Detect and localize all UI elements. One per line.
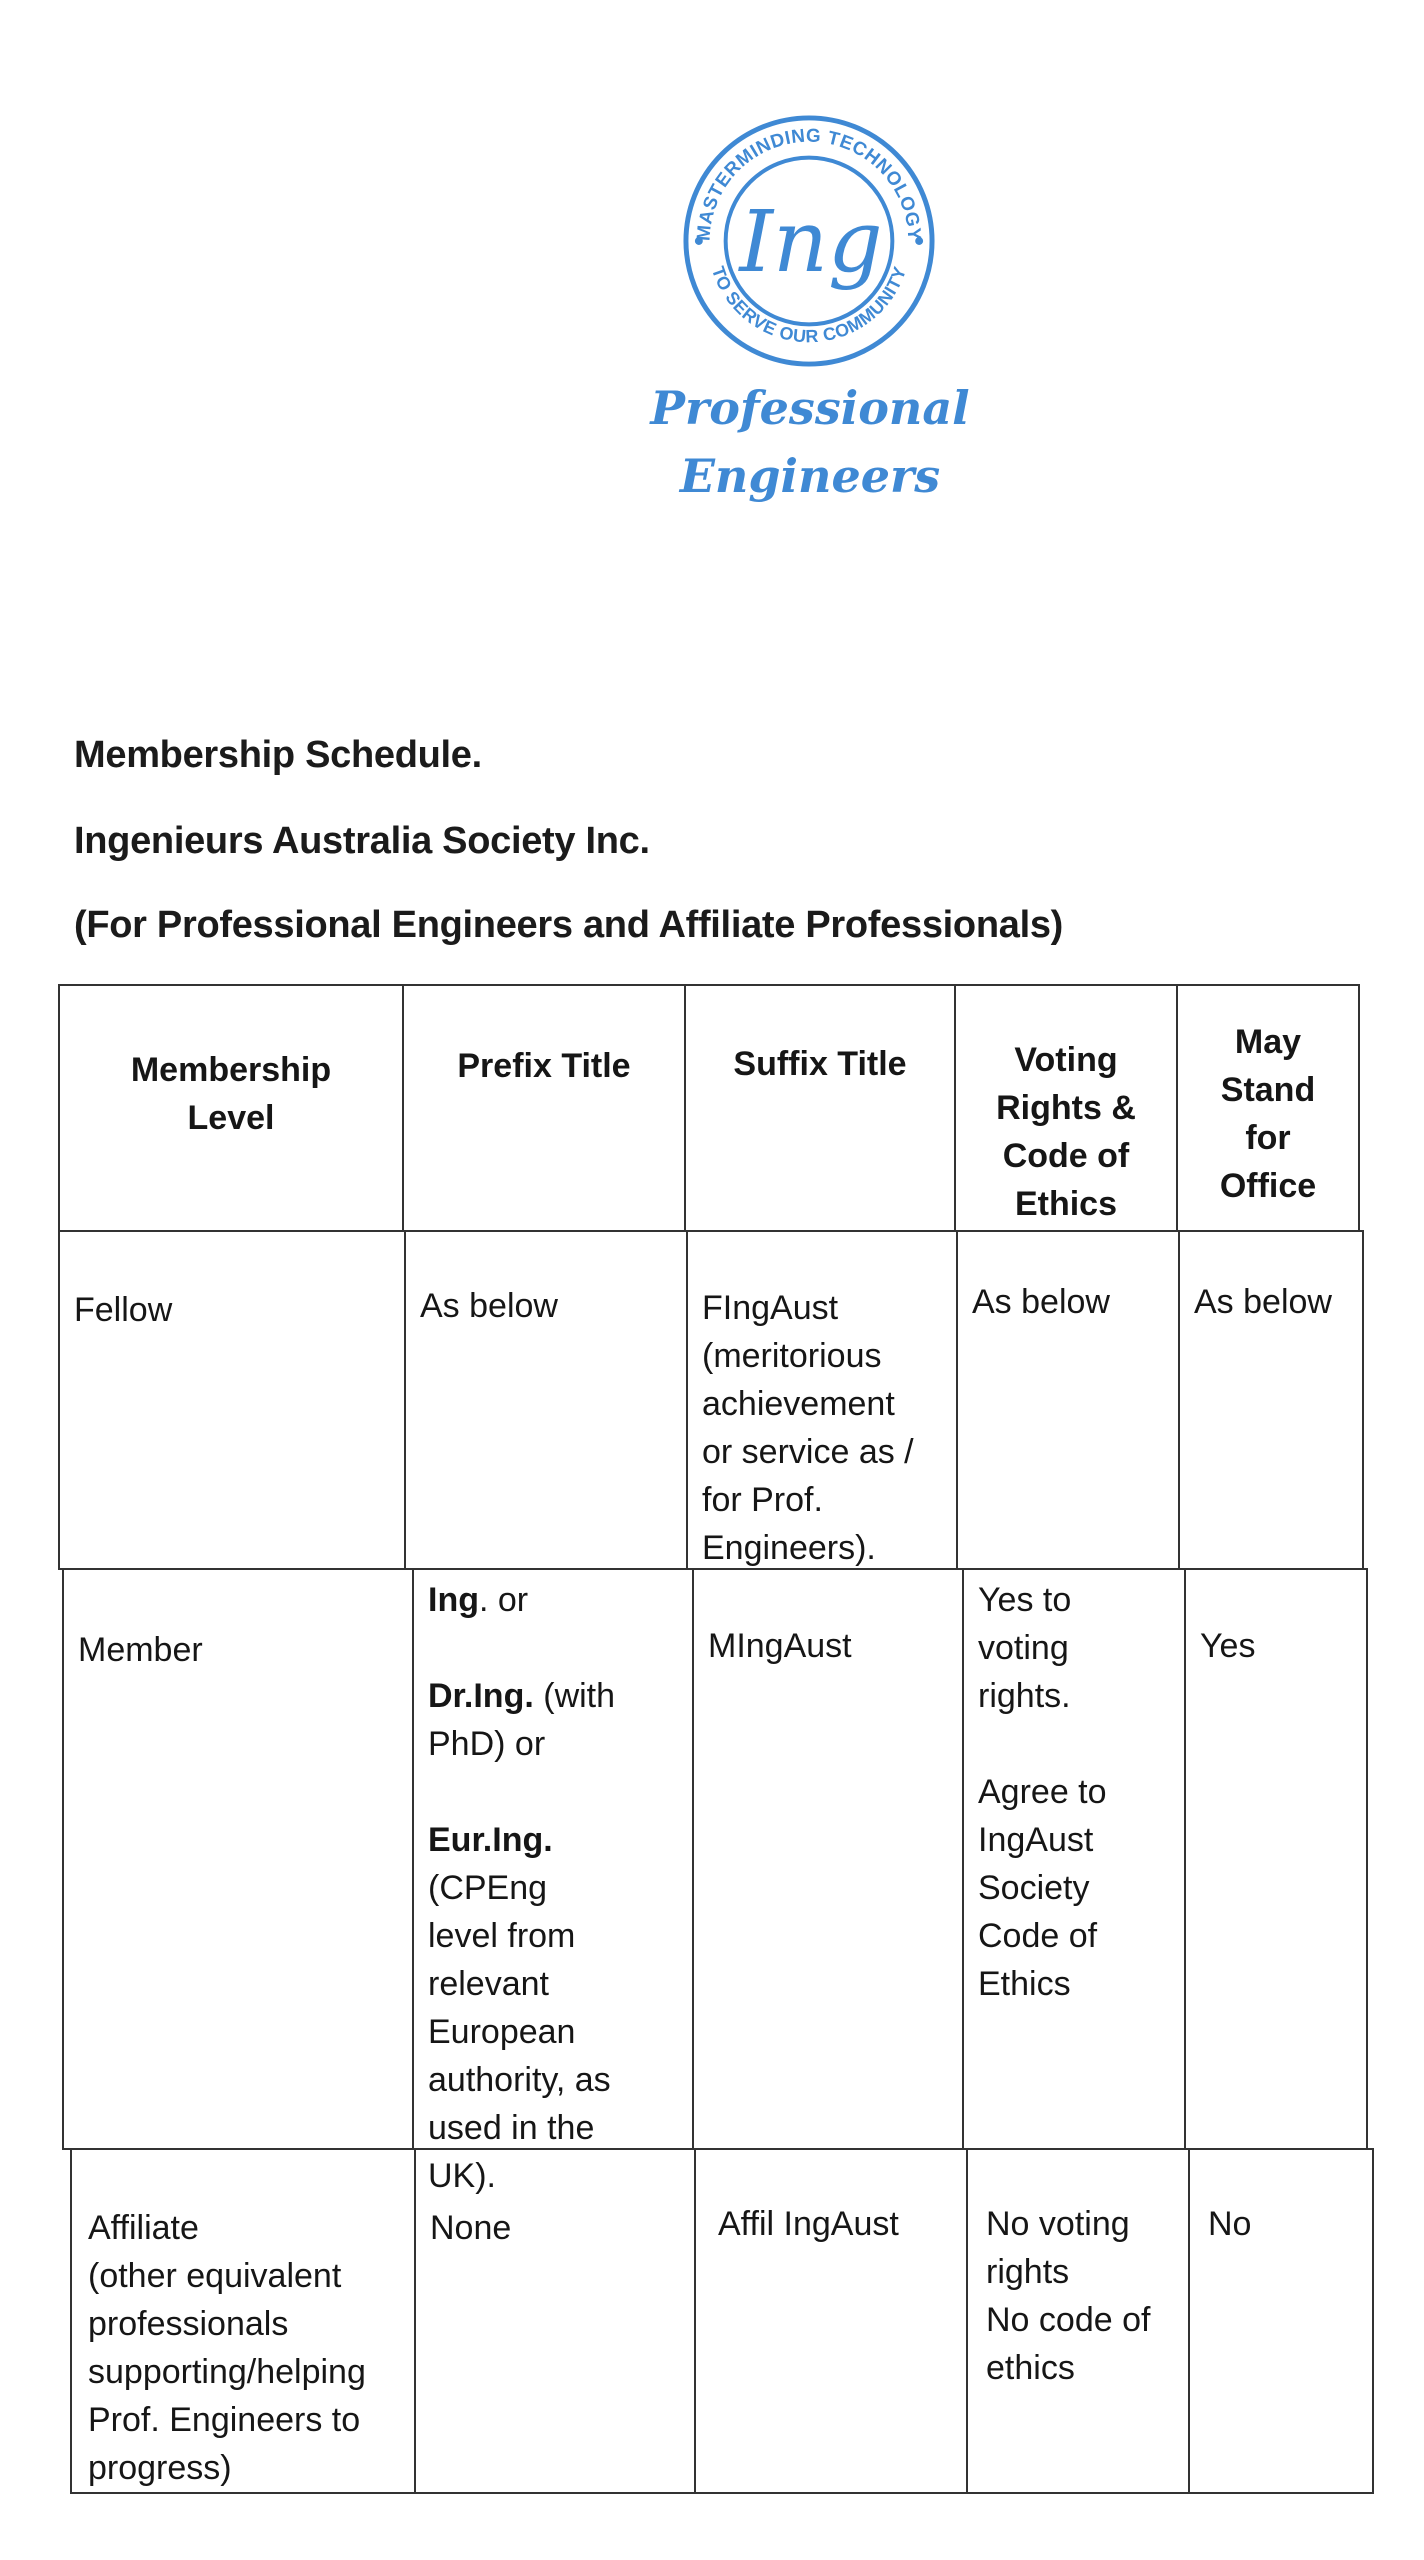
logo-caption-professional: Professional [650, 381, 970, 435]
member-suffix: MIngAust [694, 1570, 964, 2148]
header-membership-level: Membership Level [60, 986, 404, 1230]
table-header-row [58, 984, 1360, 1232]
header-prefix-title: Prefix Title [404, 986, 686, 1230]
fellow-prefix: As below [406, 1232, 688, 1568]
fellow-suffix: FIngAust (meritorious achievement or service as / for Prof. Engineers). [688, 1232, 958, 1568]
header-suffix-title: Suffix Title [686, 986, 956, 1230]
affiliate-prefix: None [416, 2150, 696, 2492]
affiliate-level: Affiliate (other equivalent professionals supporting/helping Prof. Engineers to progress) [72, 2150, 416, 2492]
society-logo [680, 112, 938, 370]
svg-text:TO SERVE OUR COMMUNITY: TO SERVE OUR COMMUNITY [707, 263, 911, 347]
member-office: Yes [1200, 1627, 1256, 1665]
logo-caption-engineers: Engineers [679, 449, 941, 503]
member-voting: Yes to voting rights. Agree to IngAust Society Code of Ethics [964, 1570, 1186, 2148]
svg-text:MASTERMINDING TECHNOLOGY: MASTERMINDING TECHNOLOGY [692, 124, 926, 242]
fellow-office: As below [1194, 1283, 1332, 1321]
header-voting-rights: Voting Rights & Code of Ethics [956, 986, 1178, 1230]
member-prefix: Ing. or Dr.Ing. (with PhD) or Eur.Ing. (CPEng level from relevant European authority, as used in the UK). [414, 1570, 694, 2148]
affiliate-office: No [1208, 2205, 1252, 2243]
svg-text:Ing: Ing [739, 192, 883, 292]
fellow-voting: As below [958, 1232, 1180, 1568]
table-row-affiliate [70, 2148, 1374, 2494]
document-title: Membership Schedule. [74, 734, 482, 776]
logo-seal [680, 112, 938, 370]
organisation-name: Ingenieurs Australia Society Inc. [74, 820, 650, 862]
affiliate-voting: No voting rights No code of ethics [968, 2150, 1190, 2492]
member-level: Member [64, 1570, 414, 2148]
table-row-member [62, 1568, 1368, 2195]
affiliate-suffix: Affil IngAust [696, 2150, 968, 2492]
header-may-stand-for-office: May Stand for Office [1219, 1023, 1317, 1205]
fellow-level: Fellow [60, 1232, 406, 1568]
table-row-fellow [58, 1230, 1364, 1570]
document-subtitle: (For Professional Engineers and Affiliate Professionals) [74, 904, 1064, 946]
